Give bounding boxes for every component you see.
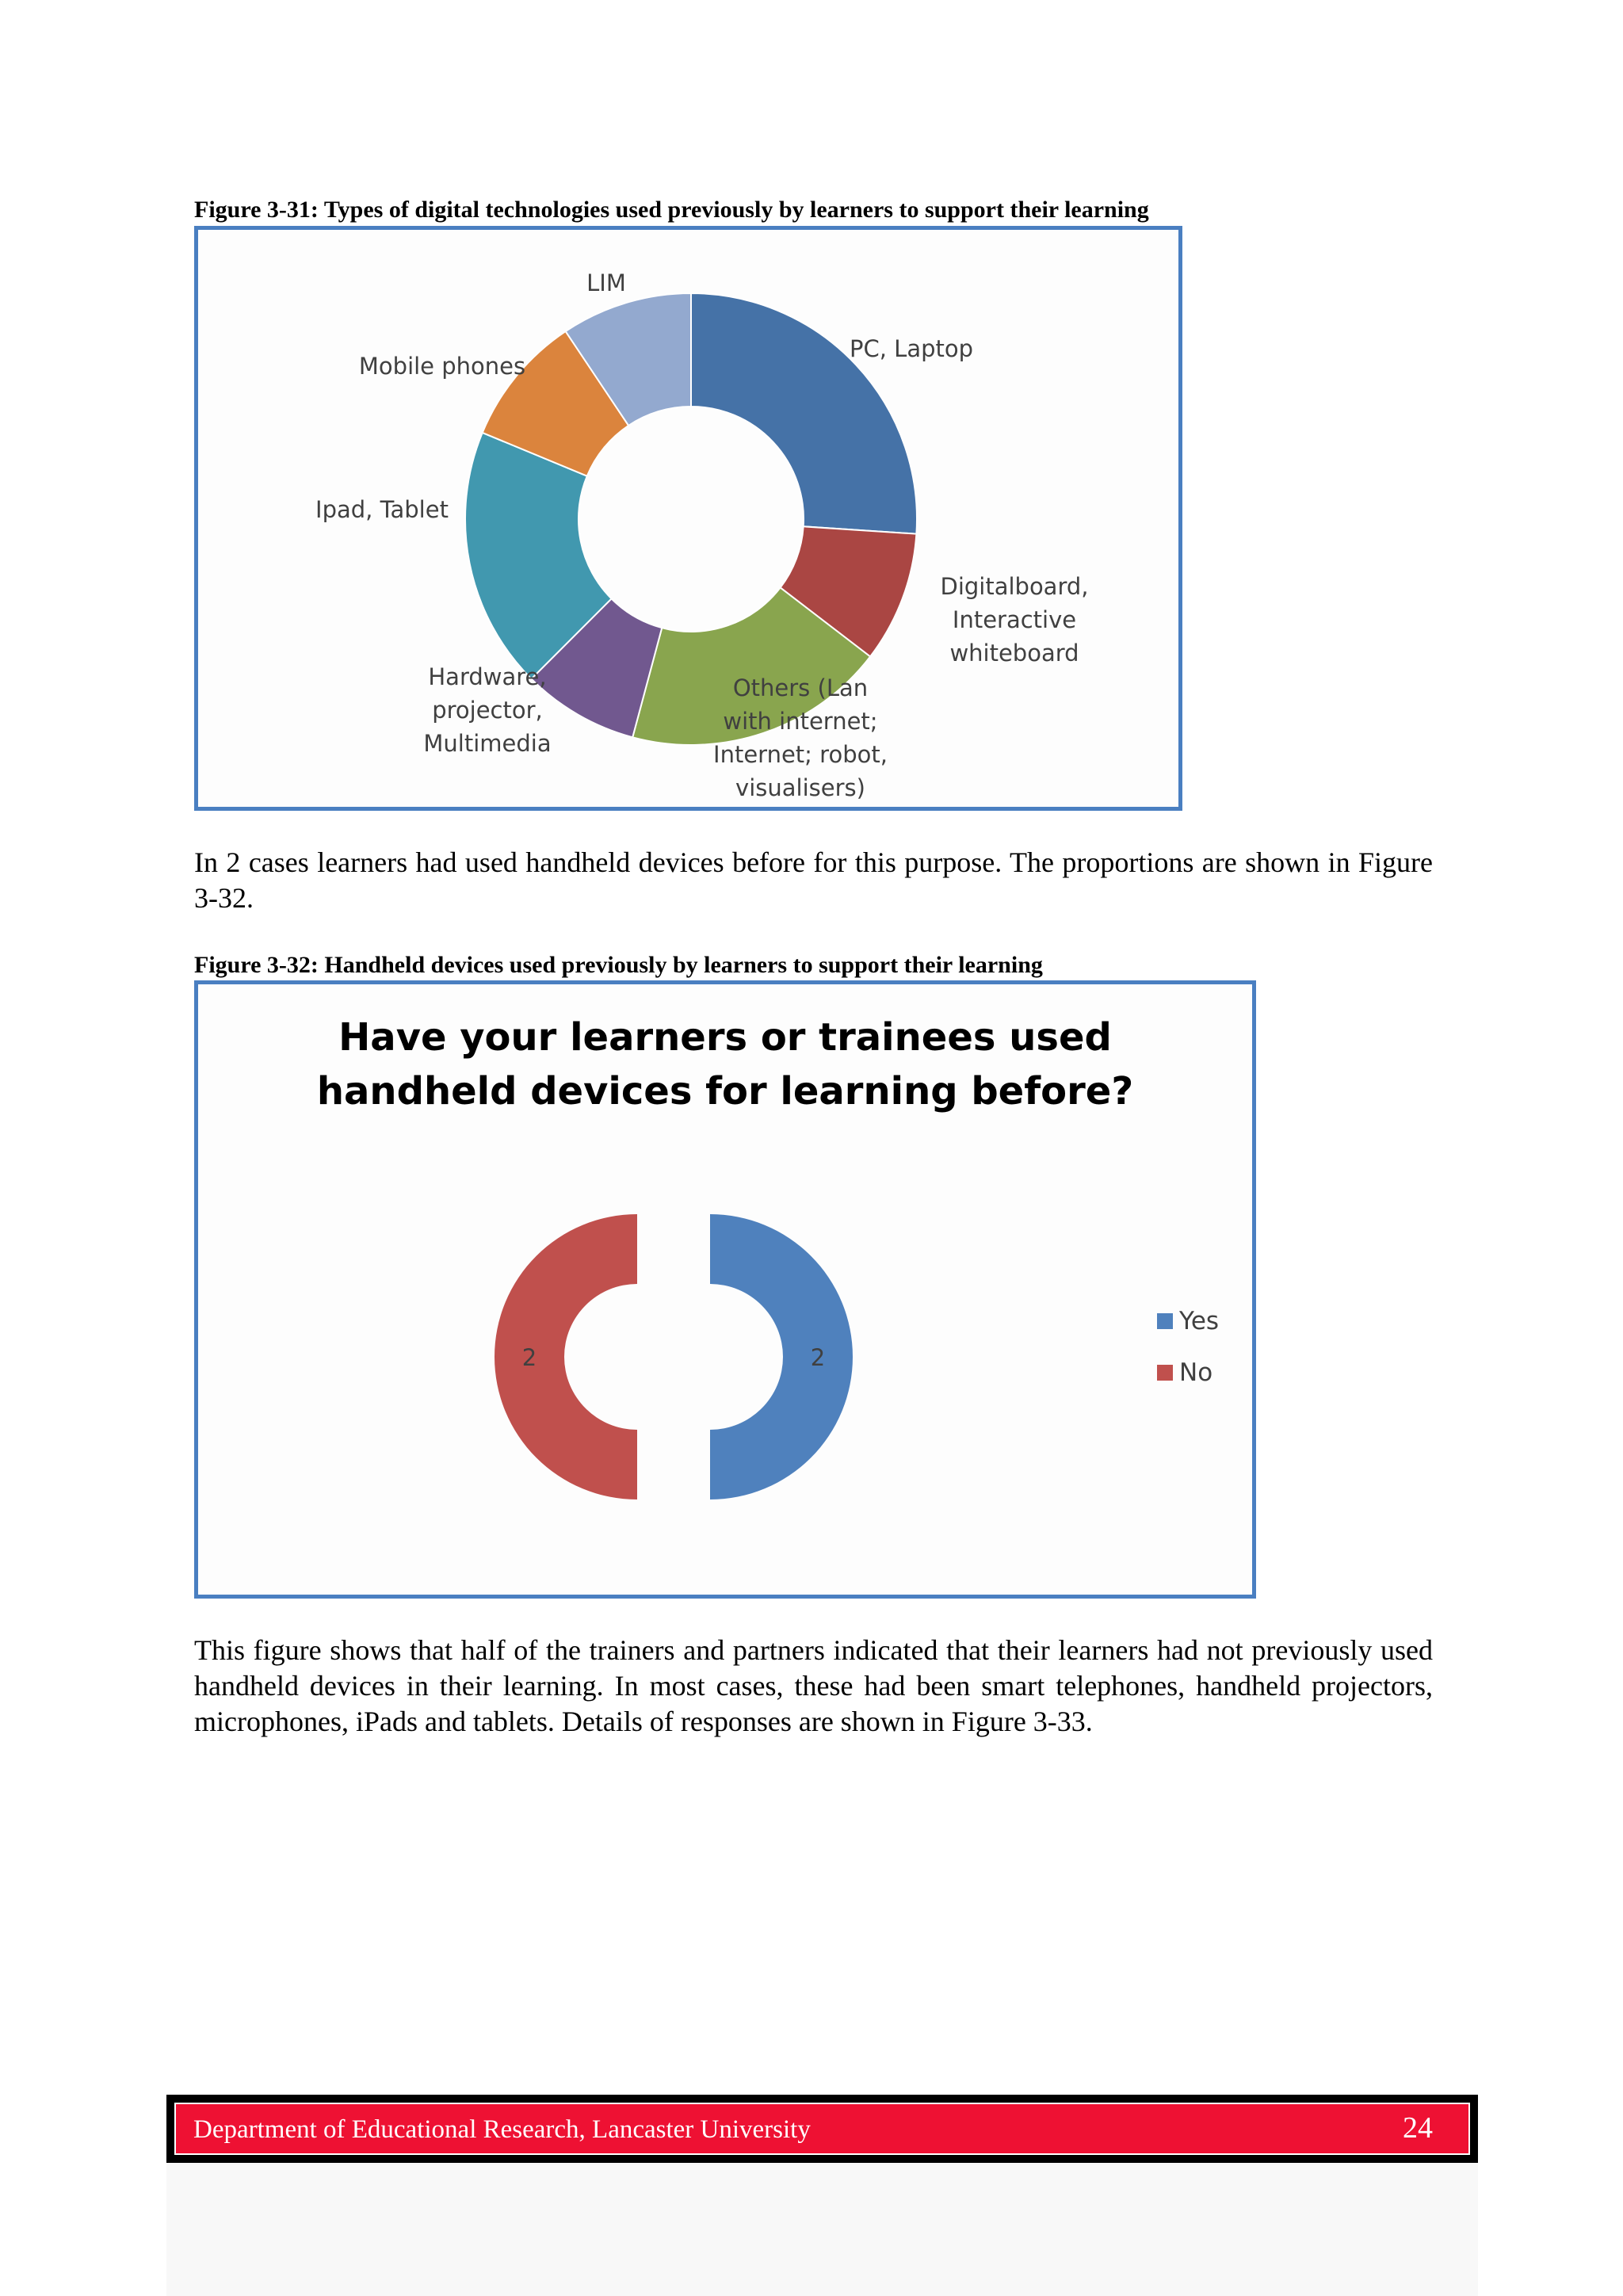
page-footer [166, 2095, 1478, 2163]
slice-label-3: Hardware, projector, Multimedia [423, 663, 552, 757]
figure-32-caption: Figure 3-32: Handheld devices used previously by learners to support their learning [194, 952, 1043, 978]
legend-label-yes: Yes [1179, 1307, 1220, 1335]
chart-title-line-0: Have your learners or trainees used [338, 1015, 1112, 1060]
legend-swatch-yes [1157, 1313, 1173, 1329]
page-number: 24 [1403, 2111, 1433, 2145]
figure-32-chart [194, 980, 1256, 1599]
slice-label-0: PC, Laptop [849, 335, 974, 362]
paragraph-1: In 2 cases learners had used handheld devices before for this purpose. The proportions are shown in Figure 3-32. [194, 846, 1433, 914]
doughnut-slice-yes [710, 1214, 853, 1499]
doughnut-slice-0 [691, 293, 917, 534]
footer-band [174, 2103, 1470, 2155]
doughnut-slice-no [495, 1214, 637, 1499]
chart-title-line-1: handheld devices for learning before? [316, 1069, 1134, 1114]
figure-31-caption: Figure 3-31: Types of digital technologies used previously by learners to support their learning [194, 197, 1149, 223]
legend-label-no: No [1179, 1358, 1213, 1387]
slice-label-4: Ipad, Tablet [315, 496, 449, 523]
data-label-yes: 2 [810, 1344, 826, 1371]
slice-label-1: Digitalboard, Interactive whiteboard [940, 573, 1089, 667]
figure-32-doughnut-svg [198, 984, 1260, 1603]
paragraph-2: This figure shows that half of the trainers and partners indicated that their learners had not previously used handheld devices in their learning. In most cases, these had been smart telephones, handheld projectors, microphones, iPads and tablets. Details of responses are shown in Figure 3-33. [194, 1634, 1433, 1737]
slice-label-6: LIM [586, 269, 626, 296]
legend-swatch-no [1157, 1365, 1173, 1381]
figure-31-chart [194, 226, 1182, 811]
footer-text: Department of Educational Research, Lancaster University [193, 2115, 811, 2144]
slice-label-2: Others (Lan with internet; Internet; robot, visualisers) [713, 674, 888, 801]
data-label-no: 2 [521, 1344, 537, 1371]
bottom-margin-shade [166, 2163, 1478, 2296]
slice-label-5: Mobile phones [358, 353, 526, 380]
figure-31-doughnut-svg [198, 230, 1186, 815]
